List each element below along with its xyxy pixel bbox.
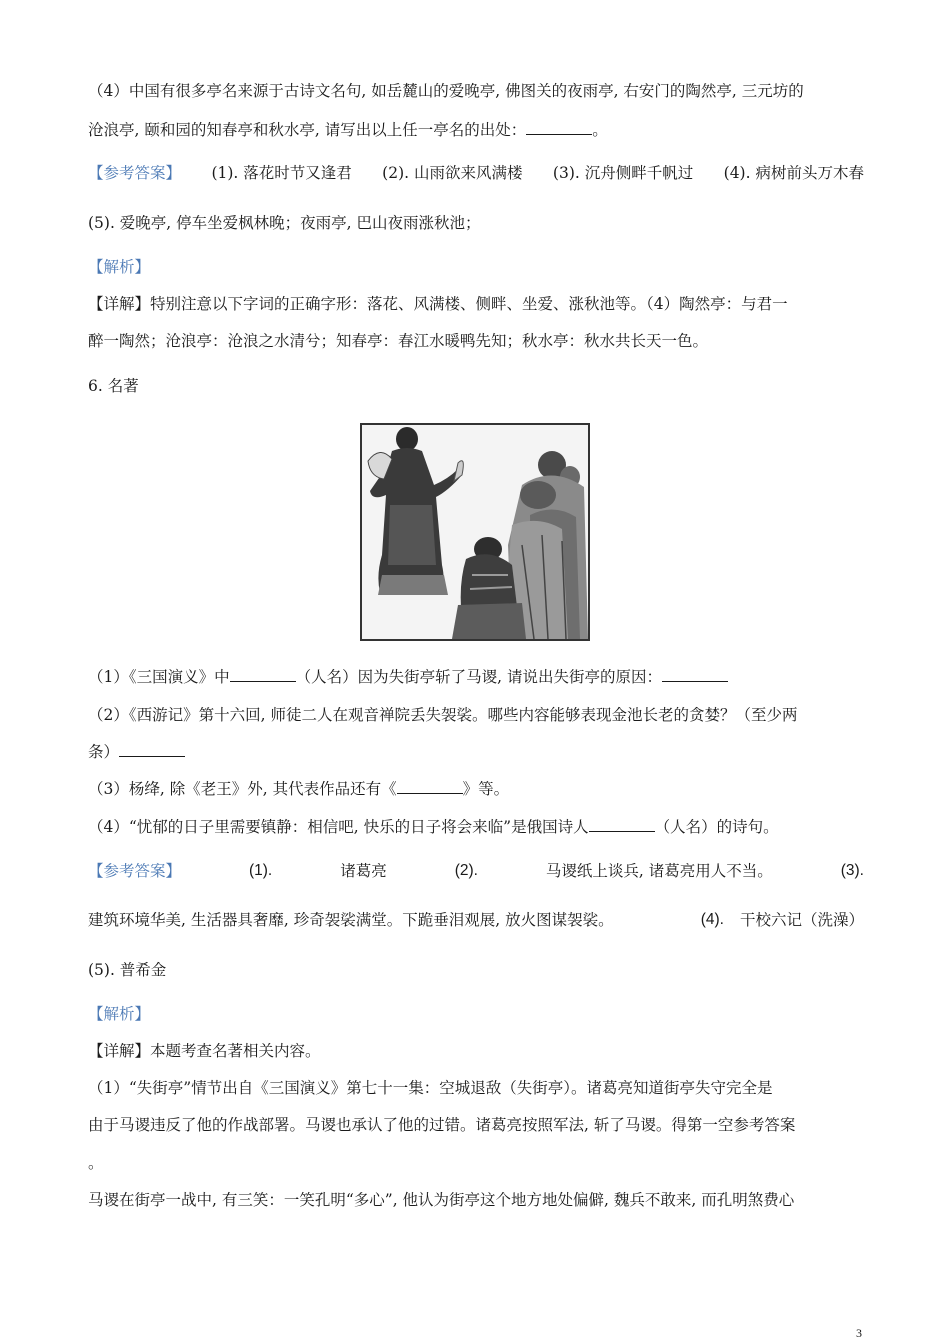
illustration-drawing xyxy=(362,425,588,639)
page-number: 3 xyxy=(856,1326,862,1340)
answer2-num3: (3). xyxy=(840,862,864,879)
answer2-val4: 干校六记（洗澡） xyxy=(739,911,864,929)
q4-line2-text: 沧浪亭, 颐和园的知春亭和秋水亭, 请写出以上任一亭名的出处： xyxy=(88,121,527,139)
analysis2-line1: 【详解】本题考查名著相关内容。 xyxy=(88,1042,321,1060)
blank xyxy=(526,120,592,135)
q6-item3-text-a: （3）杨绛, 除《老王》外, 其代表作品还有《 xyxy=(88,780,397,798)
answer-tag: 【参考答案】 xyxy=(88,862,182,880)
analysis-tag: 【解析】 xyxy=(88,258,151,276)
answer2-row1 xyxy=(88,860,864,882)
q6-item4-text-a: （4）“忧郁的日子里需要镇静：相信吧, 快乐的日子将会来临”是俄国诗人 xyxy=(88,818,589,836)
answer2-num1: (1). xyxy=(248,862,273,879)
q4-line2-end: 。 xyxy=(592,121,608,139)
answer2-item4 xyxy=(701,909,864,931)
answer2-val1: 诸葛亮 xyxy=(340,862,387,880)
q6-item1 xyxy=(88,666,864,688)
q6-item3-text-b: 》等。 xyxy=(462,780,510,798)
blank xyxy=(662,667,728,682)
q6-item1-text-b: （人名）因为失街亭斩了马谡, 请说出失街亭的原因： xyxy=(295,668,662,686)
answer2-num4: (4). xyxy=(700,911,724,928)
q6-item2: （2）《西游记》第十六回, 师徒二人在观音禅院丢失袈裟。哪些内容能够表现金池长老的贪婪？（至少两 xyxy=(88,706,798,724)
answer1-item1: (1). 落花时节又逢君 xyxy=(211,164,352,182)
answer2-val2: 马谡纸上谈兵, 诸葛亮用人不当。 xyxy=(545,862,773,880)
analysis-tag: 【解析】 xyxy=(88,1005,151,1023)
blank xyxy=(119,742,185,757)
q4-line1: （4）中国有很多亭名来源于古诗文名句, 如岳麓山的爱晚亭, 佛图关的夜雨亭, 右安门的陶然亭, 三元坊的 xyxy=(88,82,804,100)
analysis1-line2: 醉一陶然；沧浪亭：沧浪之水清兮；知春亭：春江水暖鸭先知；秋水亭：秋水共长天一色。 xyxy=(88,332,709,350)
q4-line2 xyxy=(88,119,864,141)
answer1-item3: (3). 沉舟侧畔千帆过 xyxy=(552,164,694,182)
q6-item4-text-b: （人名）的诗句。 xyxy=(654,818,779,836)
analysis1-line1: 【详解】特别注意以下字词的正确字形：落花、风满楼、侧畔、坐爱、涨秋池等。（4）陶然亭：与君一 xyxy=(88,295,788,313)
answer2-item5: (5). 普希金 xyxy=(88,961,167,979)
answer-tag: 【参考答案】 xyxy=(88,164,182,182)
blank xyxy=(589,817,655,832)
analysis2-line4: 。 xyxy=(88,1154,104,1172)
blank xyxy=(397,779,463,794)
q6-item4 xyxy=(88,816,864,838)
analysis2-line5: 马谡在街亭一战中, 有三笑：一笑孔明“多心”, 他认为街亭这个地方地处偏僻, 魏兵不敢来, 而孔明煞费心 xyxy=(88,1191,795,1209)
analysis2-line2: （1）“失街亭”情节出自《三国演义》第七十一集：空城退敌（失街亭）。诸葛亮知道街亭失守完全是 xyxy=(88,1079,773,1097)
answer1-item2: (2). 山雨欲来风满楼 xyxy=(382,164,523,182)
q6-item2-cont-text: 条） xyxy=(88,743,120,761)
analysis2-line3: 由于马谡违反了他的作战部署。马谡也承认了他的过错。诸葛亮按照军法, 斩了马谡。得第一空参考答案 xyxy=(88,1116,796,1134)
q6-title: 6. 名著 xyxy=(88,377,139,395)
answer2-row2 xyxy=(88,909,864,931)
answer2-num2: (2). xyxy=(454,862,478,879)
answer1-item4: (4). 病树前头万木春 xyxy=(723,164,864,182)
answer2-val3: 建筑环境华美, 生活器具奢靡, 珍奇袈裟满堂。下跪垂泪观展, 放火图谋袈裟。 xyxy=(88,911,614,929)
answer1-item5: (5). 爱晚亭, 停车坐爱枫林晚；夜雨亭, 巴山夜雨涨秋池； xyxy=(88,214,481,232)
answer1-row xyxy=(88,162,864,184)
illustration-figures xyxy=(360,423,590,641)
q6-item3 xyxy=(88,778,864,800)
q6-item2-cont xyxy=(88,741,864,763)
blank xyxy=(230,667,296,682)
q6-item1-text-a: （1）《三国演义》中 xyxy=(88,668,230,686)
